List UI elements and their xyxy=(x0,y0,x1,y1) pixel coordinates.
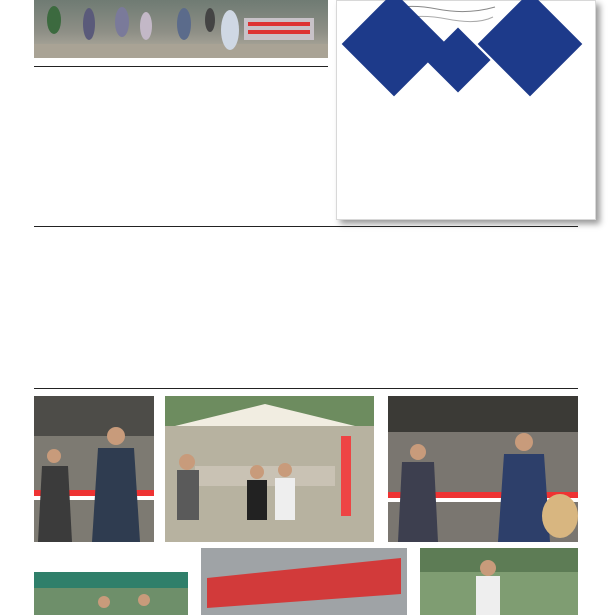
photo-stalls xyxy=(165,396,374,542)
rule-bottom xyxy=(34,388,578,389)
photo-taiko xyxy=(388,396,578,542)
rule-mid xyxy=(34,226,578,227)
photo-visitor xyxy=(420,548,578,615)
photo-visitor-graphic xyxy=(420,548,578,615)
photo-singer xyxy=(34,396,154,542)
masthead xyxy=(336,0,596,220)
photo-tent xyxy=(34,572,188,615)
photo-shateki xyxy=(201,548,407,615)
photo-shateki-graphic xyxy=(201,548,407,615)
photo-taiko-graphic xyxy=(388,396,578,542)
photo-singer-graphic xyxy=(34,396,154,542)
photo-stalls-graphic xyxy=(165,396,374,542)
photo-tent-graphic xyxy=(34,572,188,615)
photo-bon-dance xyxy=(34,0,328,58)
rule-top-left xyxy=(34,66,328,67)
photo-bon-dance-graphic xyxy=(34,0,328,58)
